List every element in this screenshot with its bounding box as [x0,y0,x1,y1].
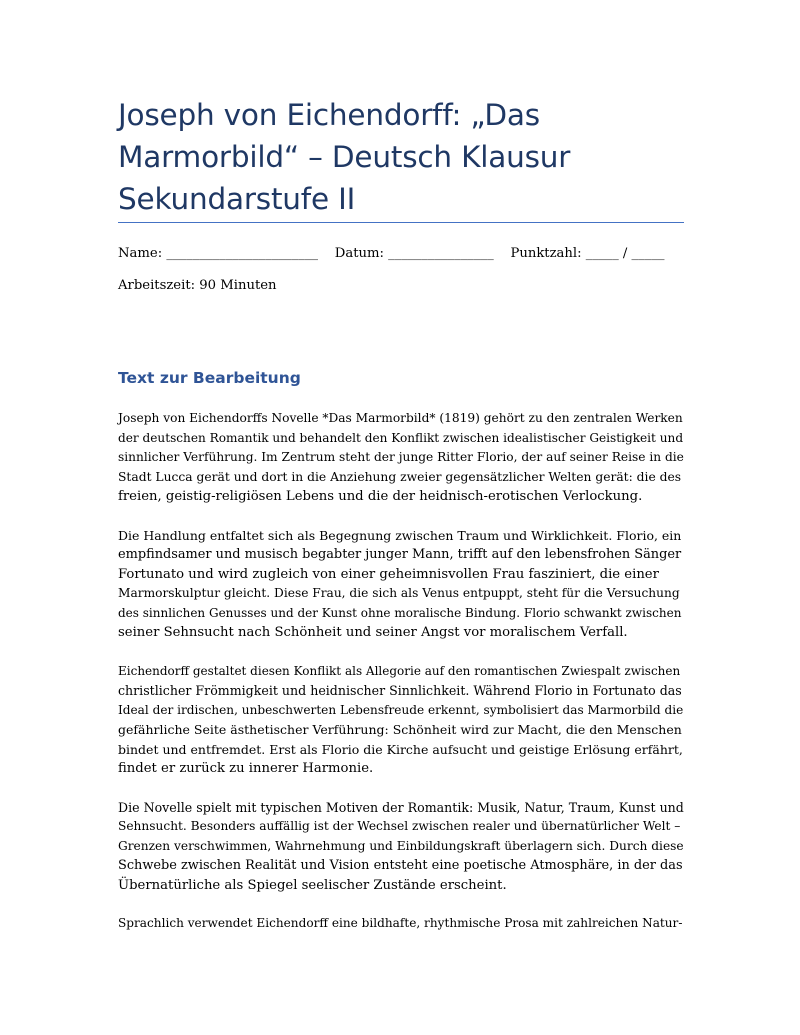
text-line: gefährliche Seite ästhetischer Verführung: Schönheit wird zur Macht, die den Menschen [118,722,682,737]
text-line: Die Novelle spielt mit typischen Motiven der Romantik: Musik, Natur, Traum, Kunst und [118,799,684,815]
text-line: der deutschen Romantik und behandelt den Konflikt zwischen idealistischer Geistigkeit und [118,430,684,445]
title-line: Sekundarstufe II [118,182,356,216]
text-body [118,409,684,953]
text-line: Ideal der irdischen, unbeschwerten Lebensfreude erkennt, symbolisiert das Marmorbild die [118,702,684,717]
text-line: christlicher Frömmigkeit und heidnischer Sinnlichkeit. Während Florio in Fortunato das [118,683,682,698]
paragraph [118,798,684,896]
title-underline [118,222,684,223]
text-line: seiner Sehnsucht nach Schönheit und seiner Angst vor moralischem Verfall. [118,625,628,640]
paragraph [118,409,684,507]
document-page [118,0,684,1035]
score-field-label: Punktzahl: _____ / _____ [510,246,665,261]
text-line: Schwebe zwischen Realität und Vision entsteht eine poetische Atmosphäre, in der das [118,858,683,873]
title-line: Joseph von Eichendorff: „Das [118,98,540,132]
document-title [118,94,684,220]
date-field-label: Datum: ________________ [334,246,494,261]
text-line: empfindsamer und musisch begabter junger Mann, trifft auf den lebensfrohen Sänger [118,547,682,562]
student-info-line [118,244,684,264]
text-line: Sehnsucht. Besonders auffällig ist der Wechsel zwischen realer und übernatürlicher Welt – [118,819,681,833]
paragraph [118,662,684,779]
text-line: Grenzen verschwimmen, Wahrnehmung und Einbildungskraft überlagern sich. Durch diese [118,838,684,853]
text-line: bindet und entfremdet. Erst als Florio die Kirche aufsucht und geistige Erlösung erfährt, [118,741,683,757]
text-line: Die Handlung entfaltet sich als Begegnung zwischen Traum und Wirklichkeit. Florio, ein [118,527,682,543]
text-line: findet er zurück zu innerer Harmonie. [118,761,374,776]
text-line: freien, geistig-religiösen Lebens und die der heidnisch-erotischen Verlockung. [118,489,643,504]
name-field-label: Name: _______________________ [118,246,319,261]
working-time: Arbeitszeit: 90 Minuten [118,278,277,293]
paragraph [118,526,684,643]
text-line: Stadt Lucca gerät und dort in die Anziehung zweier gegensätzlicher Welten gerät: die des [118,469,682,484]
text-line: des sinnlichen Genusses und der Kunst ohne moralische Bindung. Florio schwankt zwischen [118,605,682,620]
text-line: Eichendorff gestaltet diesen Konflikt als Allegorie auf den romantischen Zwiespalt zwischen [118,663,681,678]
paragraph [118,914,684,934]
text-line: Übernatürliche als Spiegel seelischer Zustände erscheint. [118,877,507,893]
text-line: Joseph von Eichendorffs Novelle *Das Marmorbild* (1819) gehört zu den zentralen Werken [118,411,683,425]
text-line: sinnlicher Verführung. Im Zentrum steht der junge Ritter Florio, der auf seiner Reise in die [118,450,684,464]
text-line: Marmorskulptur gleicht. Diese Frau, die sich als Venus entpuppt, steht für die Versuchung [118,586,680,600]
section-heading: Text zur Bearbeitung [118,369,301,387]
text-line: Sprachlich verwendet Eichendorff eine bildhafte, rhythmische Prosa mit zahlreichen Natur- [118,916,683,930]
title-line: Marmorbild“ – Deutsch Klausur [118,140,571,174]
text-line: Fortunato und wird zugleich von einer geheimnisvollen Frau fasziniert, die einer [118,566,659,582]
